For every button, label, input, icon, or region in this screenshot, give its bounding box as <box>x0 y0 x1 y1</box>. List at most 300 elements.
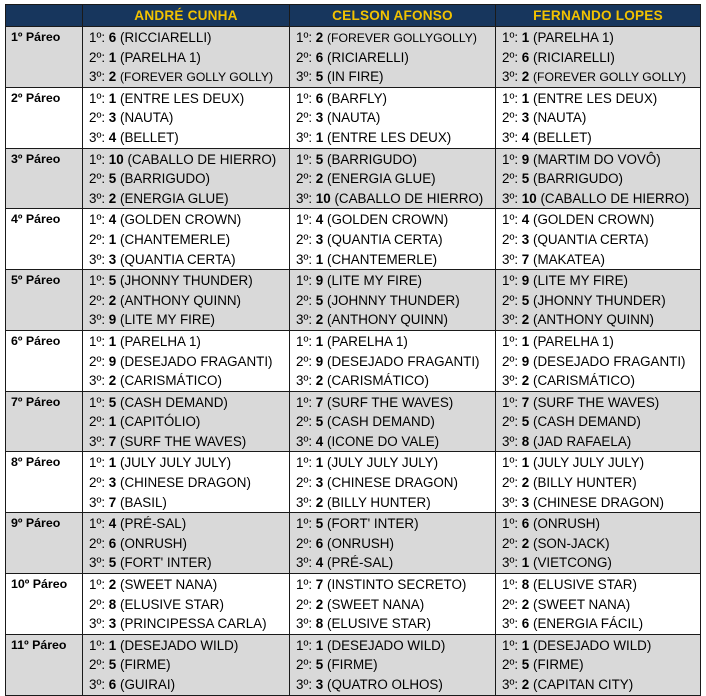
finish-position: 2º: <box>296 49 313 65</box>
horse-name: (QUANTIA CERTA) <box>532 231 649 247</box>
horse-number: 9 <box>521 151 530 167</box>
horse-number: 4 <box>108 212 117 228</box>
finish-position: 3º: <box>89 433 106 449</box>
race-label: 5º Páreo <box>6 270 83 331</box>
table-row <box>6 209 701 270</box>
horse-number: 6 <box>521 516 530 532</box>
tip-line <box>89 169 289 189</box>
horse-number: 5 <box>315 516 324 532</box>
horse-number: 2 <box>108 69 117 85</box>
tip-cell <box>496 391 701 452</box>
tip-line <box>502 89 700 109</box>
horse-name: (PRINCIPESSA CARLA) <box>119 616 267 632</box>
tip-cell <box>496 270 701 331</box>
tip-line <box>89 453 289 473</box>
horse-name: (PARELHA 1) <box>326 333 408 349</box>
horse-name: (QUANTIA CERTA) <box>119 251 236 267</box>
horse-name: (PARELHA 1) <box>119 333 201 349</box>
tip-line <box>89 412 289 432</box>
header-corner-cell <box>6 5 83 27</box>
finish-position: 3º: <box>89 494 106 510</box>
tip-cell <box>290 452 496 513</box>
horse-name: (ICONE DO VALE) <box>326 433 440 449</box>
horse-number: 2 <box>315 30 324 45</box>
tip-cell <box>83 87 290 148</box>
tip-line <box>89 332 289 352</box>
horse-number: 10 <box>108 151 124 167</box>
tip-cell <box>496 513 701 574</box>
horse-name: (IN FIRE) <box>326 69 384 85</box>
horse-name: (ELUSIVE STAR) <box>532 577 637 593</box>
tip-line <box>89 553 289 573</box>
horse-number: 3 <box>315 677 324 692</box>
horse-number: 9 <box>315 353 324 369</box>
tip-line <box>296 89 495 109</box>
finish-position: 1º: <box>502 151 519 167</box>
tip-line <box>89 291 289 311</box>
finish-position: 3º: <box>502 616 519 632</box>
horse-name: (FORT' INTER) <box>326 516 419 532</box>
finish-position: 1º: <box>296 151 313 167</box>
finish-position: 2º: <box>502 657 519 673</box>
horse-number: 1 <box>315 455 324 471</box>
tip-line <box>502 352 700 372</box>
horse-number: 3 <box>521 231 530 247</box>
horse-name: (JHONNY THUNDER) <box>119 273 253 289</box>
tip-line <box>296 614 495 634</box>
tip-line <box>89 189 289 209</box>
horse-number: 1 <box>521 455 530 471</box>
table-row <box>6 330 701 391</box>
horse-number: 3 <box>108 616 117 632</box>
finish-position: 3º: <box>502 555 519 571</box>
finish-position: 3º: <box>502 677 519 692</box>
horse-number: 1 <box>108 414 117 430</box>
table-header <box>6 5 701 27</box>
horse-name: (ENTRE LES DEUX) <box>532 90 658 106</box>
horse-number: 6 <box>315 49 324 65</box>
tip-line <box>89 271 289 291</box>
finish-position: 3º: <box>296 433 313 449</box>
horse-number: 1 <box>521 90 530 106</box>
horse-number: 5 <box>108 273 117 289</box>
horse-number: 2 <box>315 596 324 612</box>
horse-name: (FORT' INTER) <box>119 555 212 571</box>
finish-position: 1º: <box>296 455 313 471</box>
horse-name: (CHINESE DRAGON) <box>326 475 458 491</box>
finish-position: 3º: <box>502 312 519 328</box>
table-row <box>6 270 701 331</box>
horse-name: (GOLDEN CROWN) <box>119 212 242 228</box>
tip-cell <box>83 513 290 574</box>
horse-number: 6 <box>315 535 324 551</box>
tip-line <box>502 230 700 250</box>
tip-line <box>296 169 495 189</box>
horse-number: 6 <box>108 30 117 45</box>
finish-position: 1º: <box>89 577 106 593</box>
horse-name: (CASH DEMAND) <box>532 414 641 430</box>
tip-line <box>296 655 495 675</box>
horse-number: 2 <box>521 535 530 551</box>
horse-name: (MAKATEA) <box>532 251 605 267</box>
horse-number: 3 <box>521 110 530 126</box>
horse-name: (GUIRAI) <box>119 677 176 692</box>
tip-line <box>89 614 289 634</box>
tip-line <box>296 412 495 432</box>
finish-position: 1º: <box>89 212 106 228</box>
horse-name: (BASIL) <box>119 494 167 510</box>
tip-line <box>502 575 700 595</box>
horse-name: (DESEJADO WILD) <box>119 637 239 653</box>
horse-name: (INSTINTO SECRETO) <box>326 577 467 593</box>
finish-position: 1º: <box>89 90 106 106</box>
horse-name: (CABALLO DE HIERRO) <box>540 190 690 206</box>
horse-name: (CABALLO DE HIERRO) <box>127 151 277 167</box>
horse-name: (SWEET NANA) <box>532 596 631 612</box>
horse-number: 1 <box>521 333 530 349</box>
finish-position: 2º: <box>296 596 313 612</box>
finish-position: 2º: <box>296 353 313 369</box>
table-row <box>6 574 701 635</box>
tip-cell <box>83 209 290 270</box>
horse-number: 10 <box>521 190 537 206</box>
tip-line <box>89 128 289 148</box>
finish-position: 1º: <box>502 90 519 106</box>
horse-number: 2 <box>521 475 530 491</box>
finish-position: 1º: <box>502 455 519 471</box>
tip-cell <box>83 330 290 391</box>
tip-line <box>89 371 289 391</box>
table-body <box>6 27 701 696</box>
tip-line <box>296 271 495 291</box>
horse-name: (DESEJADO FRAGANTI) <box>326 353 480 369</box>
horse-number: 9 <box>521 353 530 369</box>
tip-cell <box>290 27 496 88</box>
horse-name: (BARFLY) <box>326 90 387 106</box>
horse-number: 2 <box>108 190 117 206</box>
horse-number: 8 <box>521 577 530 593</box>
tip-line <box>502 655 700 675</box>
tip-line <box>296 250 495 270</box>
tip-line <box>296 189 495 209</box>
finish-position: 2º: <box>89 110 106 126</box>
tip-line <box>502 332 700 352</box>
tip-line <box>502 128 700 148</box>
horse-number: 8 <box>108 596 117 612</box>
horse-number: 4 <box>315 433 324 449</box>
tip-cell <box>496 209 701 270</box>
finish-position: 2º: <box>296 292 313 308</box>
horse-name: (CHANTEMERLE) <box>326 251 438 267</box>
tip-line <box>502 271 700 291</box>
tip-line <box>89 230 289 250</box>
horse-name: (JULY JULY JULY) <box>532 455 645 471</box>
finish-position: 3º: <box>502 494 519 510</box>
horse-name: (SWEET NANA) <box>326 596 425 612</box>
tip-line <box>89 210 289 230</box>
finish-position: 2º: <box>296 171 313 187</box>
horse-name: (GOLDEN CROWN) <box>532 212 655 228</box>
horse-name: (ENERGIA GLUE) <box>326 171 436 187</box>
tip-line <box>502 493 700 513</box>
horse-name: (ENTRE LES DEUX) <box>119 90 245 106</box>
tip-line <box>296 393 495 413</box>
tip-line <box>502 412 700 432</box>
horse-number: 1 <box>108 231 117 247</box>
tip-line <box>502 28 700 48</box>
finish-position: 3º: <box>89 616 106 632</box>
finish-position: 3º: <box>502 69 519 85</box>
horse-number: 2 <box>108 373 117 389</box>
race-label: 1º Páreo <box>6 27 83 88</box>
tip-line <box>296 310 495 330</box>
finish-position: 2º: <box>89 231 106 247</box>
horse-name: (BILLY HUNTER) <box>532 475 637 491</box>
horse-name: (QUATRO OLHOS) <box>326 677 443 692</box>
horse-number: 7 <box>521 251 530 267</box>
table-row <box>6 87 701 148</box>
tip-line <box>296 128 495 148</box>
horse-number: 10 <box>315 190 331 206</box>
horse-number: 7 <box>108 494 117 510</box>
tip-line <box>89 150 289 170</box>
finish-position: 2º: <box>296 231 313 247</box>
horse-number: 5 <box>108 657 117 673</box>
tip-line <box>502 534 700 554</box>
finish-position: 2º: <box>89 475 106 491</box>
horse-name: (CARISMÁTICO) <box>326 373 429 389</box>
horse-name: (BARRIGUDO) <box>326 151 417 167</box>
finish-position: 3º: <box>502 251 519 267</box>
tip-cell <box>496 574 701 635</box>
tip-line <box>502 453 700 473</box>
horse-number: 1 <box>108 49 117 65</box>
tip-line <box>296 432 495 452</box>
horse-name: (JAD RAFAELA) <box>532 433 632 449</box>
horse-number: 1 <box>521 555 530 571</box>
finish-position: 3º: <box>296 555 313 571</box>
tip-line <box>296 108 495 128</box>
finish-position: 3º: <box>296 616 313 632</box>
tip-line <box>89 250 289 270</box>
horse-name: (ENTRE LES DEUX) <box>326 129 452 145</box>
finish-position: 3º: <box>296 251 313 267</box>
tip-line <box>296 553 495 573</box>
tip-line <box>89 48 289 68</box>
horse-name: (CASH DEMAND) <box>119 394 228 410</box>
horse-name: (CHANTEMERLE) <box>119 231 231 247</box>
horse-name: (ELUSIVE STAR) <box>119 596 224 612</box>
tip-line <box>502 108 700 128</box>
horse-name: (NAUTA) <box>326 110 381 126</box>
horse-name: (BILLY HUNTER) <box>326 494 431 510</box>
tip-cell <box>496 330 701 391</box>
horse-name: (CARISMÁTICO) <box>532 373 635 389</box>
tip-cell <box>290 270 496 331</box>
horse-name: (DESEJADO FRAGANTI) <box>532 353 686 369</box>
race-label: 11º Páreo <box>6 634 83 695</box>
finish-position: 1º: <box>89 333 106 349</box>
tip-line <box>89 534 289 554</box>
finish-position: 3º: <box>502 433 519 449</box>
tip-cell <box>496 634 701 695</box>
tip-line <box>502 48 700 68</box>
tip-line <box>502 514 700 534</box>
horse-number: 3 <box>315 475 324 491</box>
tip-line <box>502 473 700 493</box>
horse-number: 2 <box>521 312 530 328</box>
horse-name: (BARRIGUDO) <box>119 171 210 187</box>
horse-number: 4 <box>315 212 324 228</box>
horse-number: 3 <box>521 494 530 510</box>
horse-number: 5 <box>315 69 324 85</box>
horse-name: (PRÉ-SAL) <box>119 516 187 532</box>
horse-number: 1 <box>108 333 117 349</box>
race-label: 3º Páreo <box>6 148 83 209</box>
finish-position: 1º: <box>502 516 519 532</box>
tip-line <box>89 432 289 452</box>
tip-line <box>296 291 495 311</box>
column-header-fernando-lopes: FERNANDO LOPES <box>496 5 701 27</box>
horse-name: (SURF THE WAVES) <box>119 433 247 449</box>
tip-line <box>502 291 700 311</box>
horse-number: 7 <box>108 433 117 449</box>
horse-name: (PARELHA 1) <box>119 49 201 65</box>
tip-line <box>502 393 700 413</box>
finish-position: 3º: <box>502 373 519 389</box>
finish-position: 1º: <box>296 273 313 289</box>
finish-position: 1º: <box>89 30 106 45</box>
horse-name: (CARISMÁTICO) <box>119 373 222 389</box>
finish-position: 3º: <box>296 129 313 145</box>
horse-number: 9 <box>315 273 324 289</box>
horse-number: 3 <box>108 110 117 126</box>
horse-name: (LITE MY FIRE) <box>532 273 628 289</box>
horse-number: 2 <box>315 312 324 328</box>
horse-name: (FOREVER GOLLY GOLLY) <box>532 70 687 85</box>
finish-position: 3º: <box>89 190 106 206</box>
tip-cell <box>496 452 701 513</box>
tip-cell <box>290 148 496 209</box>
tip-cell <box>83 574 290 635</box>
finish-position: 2º: <box>89 171 106 187</box>
tip-line <box>296 332 495 352</box>
finish-position: 3º: <box>502 190 519 206</box>
finish-position: 3º: <box>296 494 313 510</box>
horse-number: 2 <box>315 494 324 510</box>
horse-name: (PARELHA 1) <box>532 30 614 45</box>
horse-number: 2 <box>315 171 324 187</box>
horse-name: (FIRME) <box>532 657 584 673</box>
horse-number: 9 <box>108 353 117 369</box>
race-label: 4º Páreo <box>6 209 83 270</box>
column-header-andre-cunha: ANDRÉ CUNHA <box>83 5 290 27</box>
finish-position: 2º: <box>296 110 313 126</box>
finish-position: 1º: <box>502 333 519 349</box>
horse-name: (CASH DEMAND) <box>326 414 435 430</box>
horse-number: 3 <box>315 110 324 126</box>
horse-name: (PARELHA 1) <box>532 333 614 349</box>
finish-position: 1º: <box>296 90 313 106</box>
tip-line <box>296 230 495 250</box>
horse-number: 4 <box>108 129 117 145</box>
finish-position: 3º: <box>296 677 313 692</box>
horse-name: (SURF THE WAVES) <box>326 394 454 410</box>
finish-position: 2º: <box>502 49 519 65</box>
finish-position: 1º: <box>296 577 313 593</box>
tip-cell <box>83 452 290 513</box>
horse-number: 5 <box>108 171 117 187</box>
horse-name: (CHINESE DRAGON) <box>119 475 251 491</box>
horse-name: (ONRUSH) <box>326 535 394 551</box>
horse-number: 3 <box>108 251 117 267</box>
finish-position: 3º: <box>296 312 313 328</box>
finish-position: 3º: <box>89 555 106 571</box>
finish-position: 1º: <box>296 637 313 653</box>
tip-line <box>296 514 495 534</box>
race-label: 2º Páreo <box>6 87 83 148</box>
tip-cell <box>496 148 701 209</box>
horse-number: 5 <box>108 394 117 410</box>
tip-line <box>296 636 495 656</box>
tip-line <box>502 371 700 391</box>
finish-position: 2º: <box>296 475 313 491</box>
horse-name: (CHINESE DRAGON) <box>532 494 664 510</box>
horse-number: 1 <box>108 455 117 471</box>
horse-name: (ONRUSH) <box>532 516 600 532</box>
horse-number: 2 <box>108 577 117 593</box>
tips-table-container <box>5 4 701 696</box>
horse-name: (CAPITAN CITY) <box>532 677 634 692</box>
tip-line <box>502 169 700 189</box>
race-tips-table <box>5 4 701 696</box>
horse-name: (CABALLO DE HIERRO) <box>334 190 484 206</box>
tip-line <box>89 352 289 372</box>
horse-number: 4 <box>315 555 324 571</box>
horse-name: (ENERGIA FÁCIL) <box>532 616 644 632</box>
table-row <box>6 452 701 513</box>
finish-position: 2º: <box>296 657 313 673</box>
horse-number: 6 <box>108 535 117 551</box>
tip-line <box>296 453 495 473</box>
tip-line <box>296 67 495 87</box>
horse-name: (ONRUSH) <box>119 535 187 551</box>
tip-line <box>89 655 289 675</box>
horse-name: (ENERGIA GLUE) <box>119 190 229 206</box>
tip-line <box>502 614 700 634</box>
finish-position: 1º: <box>89 455 106 471</box>
table-row <box>6 634 701 695</box>
finish-position: 3º: <box>296 373 313 389</box>
horse-number: 8 <box>521 433 530 449</box>
horse-number: 1 <box>521 30 530 45</box>
tip-line <box>296 28 495 48</box>
tip-line <box>502 595 700 615</box>
table-row <box>6 513 701 574</box>
tip-line <box>89 28 289 48</box>
finish-position: 3º: <box>89 677 106 692</box>
horse-number: 1 <box>315 129 324 145</box>
horse-number: 6 <box>108 677 117 692</box>
tip-line <box>89 636 289 656</box>
tip-cell <box>83 634 290 695</box>
finish-position: 2º: <box>502 596 519 612</box>
horse-number: 5 <box>315 414 324 430</box>
finish-position: 3º: <box>502 129 519 145</box>
horse-name: (NAUTA) <box>119 110 174 126</box>
tip-line <box>502 189 700 209</box>
horse-number: 5 <box>521 414 530 430</box>
